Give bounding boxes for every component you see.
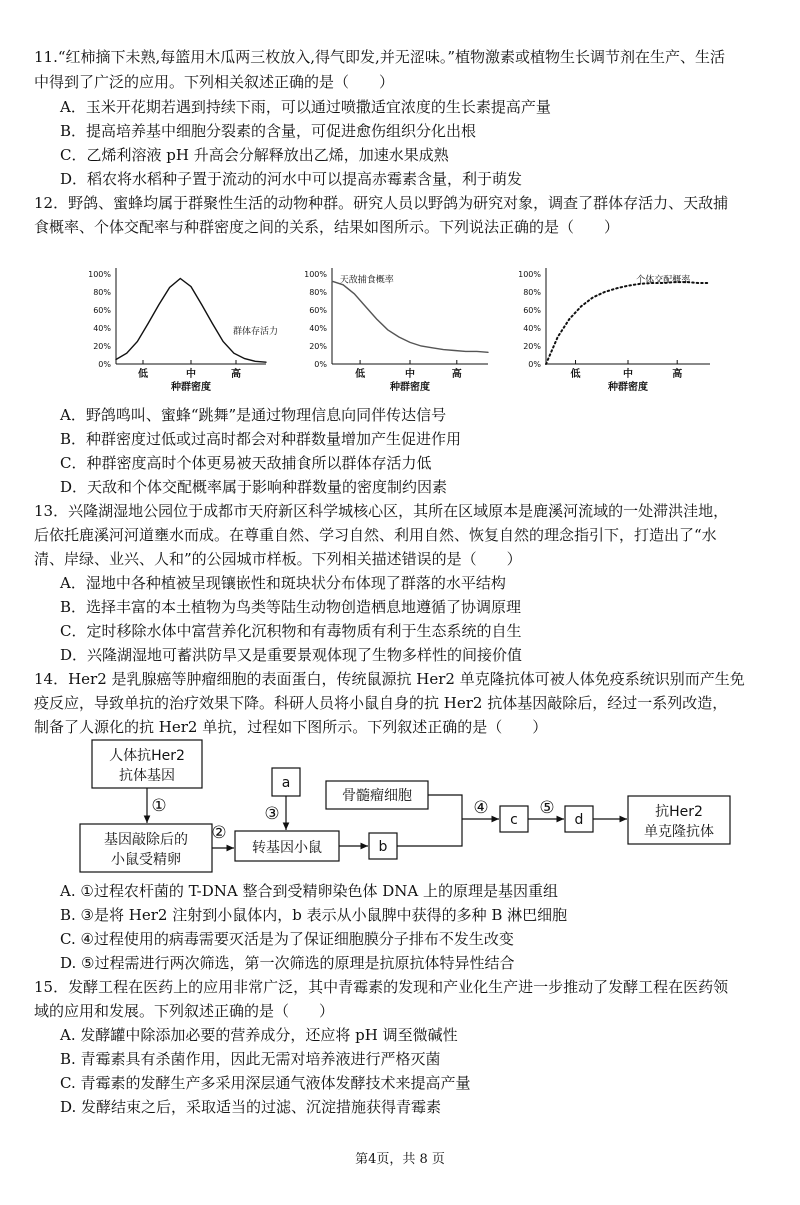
y-tick-label: 0% — [98, 360, 111, 369]
box-c-label: c — [510, 812, 518, 828]
q12-stem-line-2: 食概率、个体交配率与种群密度之间的关系，结果如图所示。下列说法正确的是（ ） — [34, 218, 620, 236]
y-tick-label: 80% — [523, 288, 541, 297]
q14-option-d: D. ⑤过程需进行两次筛选，第一次筛选的原理是抗原抗体特异性结合 — [60, 954, 515, 972]
y-tick-label: 0% — [314, 360, 327, 369]
step3-marker: ③ — [264, 804, 280, 824]
q12-option-c: C．种群密度高时个体更易被天敌捕食所以群体存活力低 — [60, 454, 432, 472]
box-d-label: d — [574, 812, 584, 828]
q15-option-d: D. 发酵结束之后，采取适当的过滤、沉淀措施获得青霉素 — [60, 1098, 442, 1116]
q13-stem-line-1: 13．兴隆湖湿地公园位于成都市天府新区科学城核心区，其所在区域原本是鹿溪河流域的一处滞洪洼地， — [34, 502, 729, 520]
y-tick-label: 100% — [518, 270, 541, 279]
antibody-label-1: 抗Her2 — [655, 804, 703, 820]
page-footer: 第4页，共 8 页 — [355, 1152, 445, 1167]
x-tick-label: 中 — [623, 369, 633, 380]
y-tick-label: 60% — [93, 306, 111, 315]
chart-predation-probability — [296, 256, 500, 396]
x-tick-label: 高 — [451, 369, 462, 380]
x-tick-label: 高 — [231, 369, 241, 380]
q11-stem-line-1: 11.“红柿摘下未熟,每篮用木瓜两三枚放入,得气即发,并无涩味。”植物激素或植物生长调节剂在生产、生活 — [34, 48, 726, 66]
y-tick-label: 60% — [523, 306, 541, 315]
y-tick-label: 0% — [528, 360, 541, 369]
q11-stem-line-2: 中得到了广泛的应用。下列相关叙述正确的是（ ） — [34, 73, 395, 91]
box-a-label: a — [281, 775, 291, 791]
transgenic-mouse-label: 转基因小鼠 — [252, 840, 322, 856]
q12-stem-line-1: 12．野鸽、蜜蜂均属于群聚性生活的动物种群。研究人员以野鸽为研究对象，调查了群体存活力、天敌捕 — [34, 194, 729, 212]
series-title: 群体存活力 — [233, 326, 279, 337]
q13-option-d: D．兴隆湖湿地可蓄洪防旱又是重要景观体现了生物多样性的间接价值 — [60, 646, 523, 664]
series-line — [116, 279, 266, 363]
q12-option-d: D．天敌和个体交配概率属于影响种群数量的密度制约因素 — [60, 478, 448, 496]
q15-stem-line-1: 15．发酵工程在医药上的应用非常广泛，其中青霉素的发现和产业化生产进一步推动了发酵工程在医药领 — [34, 978, 729, 996]
chart-mating-probability — [510, 256, 720, 396]
q14-option-c: C. ④过程使用的病毒需要灭活是为了保证细胞膜分子排布不发生改变 — [60, 930, 514, 948]
q14-stem-line-1: 14．Her2 是乳腺癌等肿瘤细胞的表面蛋白，传统鼠源抗 Her2 单克隆抗体可被人体免疫系统识别而产生免 — [34, 670, 745, 688]
x-tick-label: 低 — [138, 369, 148, 380]
q14-stem-line-3: 制备了人源化的抗 Her2 单抗，过程如下图所示。下列叙述正确的是（ ） — [34, 718, 548, 736]
step4-marker: ④ — [473, 798, 489, 818]
q14-option-a: A. ①过程农杆菌的 T-DNA 整合到受精卵染色体 DNA 上的原理是基因重组 — [60, 882, 558, 900]
knockout-egg-label-1: 基因敲除后的 — [104, 832, 188, 848]
series-line — [332, 281, 488, 352]
antibody-flowchart — [60, 738, 740, 874]
q15-stem-line-2: 域的应用和发展。下列叙述正确的是（ ） — [34, 1002, 335, 1020]
y-tick-label: 100% — [88, 270, 111, 279]
q13-stem-line-3: 清、岸绿、业兴、人和”的公园城市样板。下列相关描述错误的是（ ） — [34, 550, 522, 568]
step5-marker: ⑤ — [539, 798, 555, 818]
human-gene-label-1: 人体抗Her2 — [109, 748, 185, 764]
q15-option-b: B. 青霉素具有杀菌作用，因此无需对培养液进行严格灭菌 — [60, 1050, 441, 1068]
y-tick-label: 40% — [523, 324, 541, 333]
x-axis-label: 种群密度 — [171, 382, 211, 393]
q15-option-a: A. 发酵罐中除添加必要的营养成分，还应将 pH 调至微碱性 — [60, 1026, 458, 1044]
x-axis-label: 种群密度 — [390, 382, 430, 393]
x-axis-label: 种群密度 — [608, 382, 648, 393]
q11-option-a: A．玉米开花期若遇到持续下雨，可以通过喷撒适宜浓度的生长素提高产量 — [60, 98, 551, 116]
q11-option-c: C．乙烯利溶液 pH 升高会分解释放出乙烯，加速水果成熟 — [60, 146, 449, 164]
q14-stem-line-2: 疫反应，导致单抗的治疗效果下降。科研人员将小鼠自身的抗 Her2 抗体基因敲除后，经过一系列改造， — [34, 694, 728, 712]
y-tick-label: 80% — [93, 288, 111, 297]
knockout-egg-label-2: 小鼠受精卵 — [111, 852, 181, 868]
q13-stem-line-2: 后依托鹿溪河河道壅水而成。在尊重自然、学习自然、利用自然、恢复自然的理念指引下，打造出了“水 — [34, 526, 717, 544]
myeloma-label: 骨髓瘤细胞 — [342, 788, 412, 804]
q11-option-d: D．稻农将水稻种子置于流动的河水中可以提高赤霉素含量，利于萌发 — [60, 170, 523, 188]
x-tick-label: 中 — [186, 369, 196, 380]
antibody-label-2: 单克隆抗体 — [644, 824, 714, 840]
y-tick-label: 40% — [309, 324, 327, 333]
series-title: 个体交配概率 — [636, 275, 691, 286]
x-tick-label: 中 — [405, 369, 415, 380]
q13-option-a: A．湿地中各种植被呈现镶嵌性和斑块状分布体现了群落的水平结构 — [60, 574, 506, 592]
step2-marker: ② — [211, 823, 227, 843]
y-tick-label: 100% — [304, 270, 327, 279]
q14-option-b: B. ③是将 Her2 注射到小鼠体内，b 表示从小鼠脾中获得的多种 B 淋巴细胞 — [60, 906, 568, 924]
x-tick-label: 高 — [672, 369, 683, 380]
q13-option-c: C．定时移除水体中富营养化沉积物和有毒物质有利于生态系统的自生 — [60, 622, 522, 640]
x-tick-label: 低 — [570, 369, 581, 380]
q15-option-c: C. 青霉素的发酵生产多采用深层通气液体发酵技术来提高产量 — [60, 1074, 471, 1092]
step1-marker: ① — [151, 796, 167, 816]
human-gene-label-2: 抗体基因 — [119, 768, 175, 784]
q12-option-b: B．种群密度过低或过高时都会对种群数量增加产生促进作用 — [60, 430, 462, 448]
q13-option-b: B．选择丰富的本土植物为鸟类等陆生动物创造栖息地遵循了协调原理 — [60, 598, 522, 616]
y-tick-label: 20% — [309, 342, 327, 351]
series-line — [546, 282, 710, 364]
y-tick-label: 20% — [523, 342, 541, 351]
y-tick-label: 20% — [93, 342, 111, 351]
box-b-label: b — [378, 839, 388, 855]
series-title: 天敌捕食概率 — [339, 275, 394, 286]
y-tick-label: 40% — [93, 324, 111, 333]
q11-option-b: B．提高培养基中细胞分裂素的含量，可促进愈伤组织分化出根 — [60, 122, 477, 140]
y-tick-label: 80% — [309, 288, 327, 297]
q12-option-a: A．野鸽鸣叫、蜜蜂“跳舞”是通过物理信息向同伴传达信号 — [60, 406, 447, 424]
x-tick-label: 低 — [355, 369, 366, 380]
chart-group-survival — [82, 256, 282, 396]
y-tick-label: 60% — [309, 306, 327, 315]
